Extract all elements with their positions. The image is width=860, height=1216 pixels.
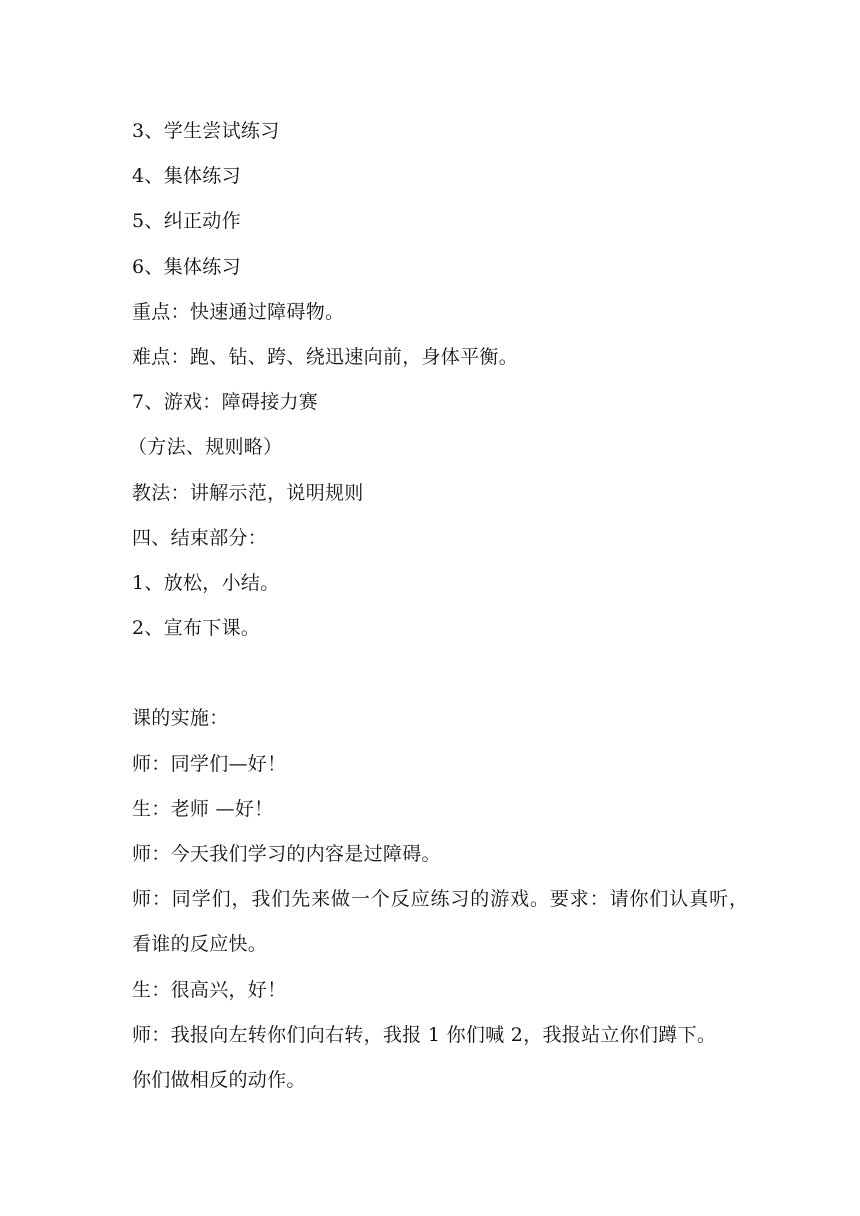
dialogue-line-1: 师：同学们—好！ xyxy=(132,752,287,775)
document-body xyxy=(128,109,749,1103)
dialogue-line-4: 师：同学们，我们先来做一个反应练习的游戏。要求：请你们认真听， xyxy=(132,888,749,911)
step-3-line: 3、学生尝试练习 xyxy=(132,120,280,142)
teaching-method-line: 教法：讲解示范，说明规则 xyxy=(132,481,364,504)
dialogue-line-2: 生：老师 —好！ xyxy=(132,797,274,820)
dialogue-line-3: 师：今天我们学习的内容是过障碍。 xyxy=(132,843,441,865)
method-rules-line: （方法、规则略） xyxy=(128,436,283,459)
difficulty-line: 难点：跑、钻、跨、绕迅速向前，身体平衡。 xyxy=(132,345,519,368)
step-4-line: 4、集体练习 xyxy=(132,165,241,188)
relax-summary-line: 1、放松，小结。 xyxy=(132,571,280,594)
dialogue-line-6: 师：我报向左转你们向右转，我报 1 你们喊 2，我报站立你们蹲下。 xyxy=(132,1023,717,1046)
dialogue-line-5: 生：很高兴，好！ xyxy=(132,978,287,1001)
game-line: 7、游戏：障碍接力赛 xyxy=(132,391,319,414)
section-four-heading: 四、结束部分： xyxy=(132,526,268,549)
blank-line xyxy=(132,651,732,696)
step-5-line: 5、纠正动作 xyxy=(132,210,241,233)
step-6-line: 6、集体练习 xyxy=(132,255,241,278)
key-point-line: 重点：快速通过障碍物。 xyxy=(132,300,345,323)
implementation-heading: 课的实施： xyxy=(132,707,229,730)
dialogue-line-4-continued: 看谁的反应快。 xyxy=(132,933,268,956)
dialogue-line-6-continued: 你们做相反的动作。 xyxy=(132,1068,306,1091)
dismiss-class-line: 2、宣布下课。 xyxy=(132,617,261,640)
